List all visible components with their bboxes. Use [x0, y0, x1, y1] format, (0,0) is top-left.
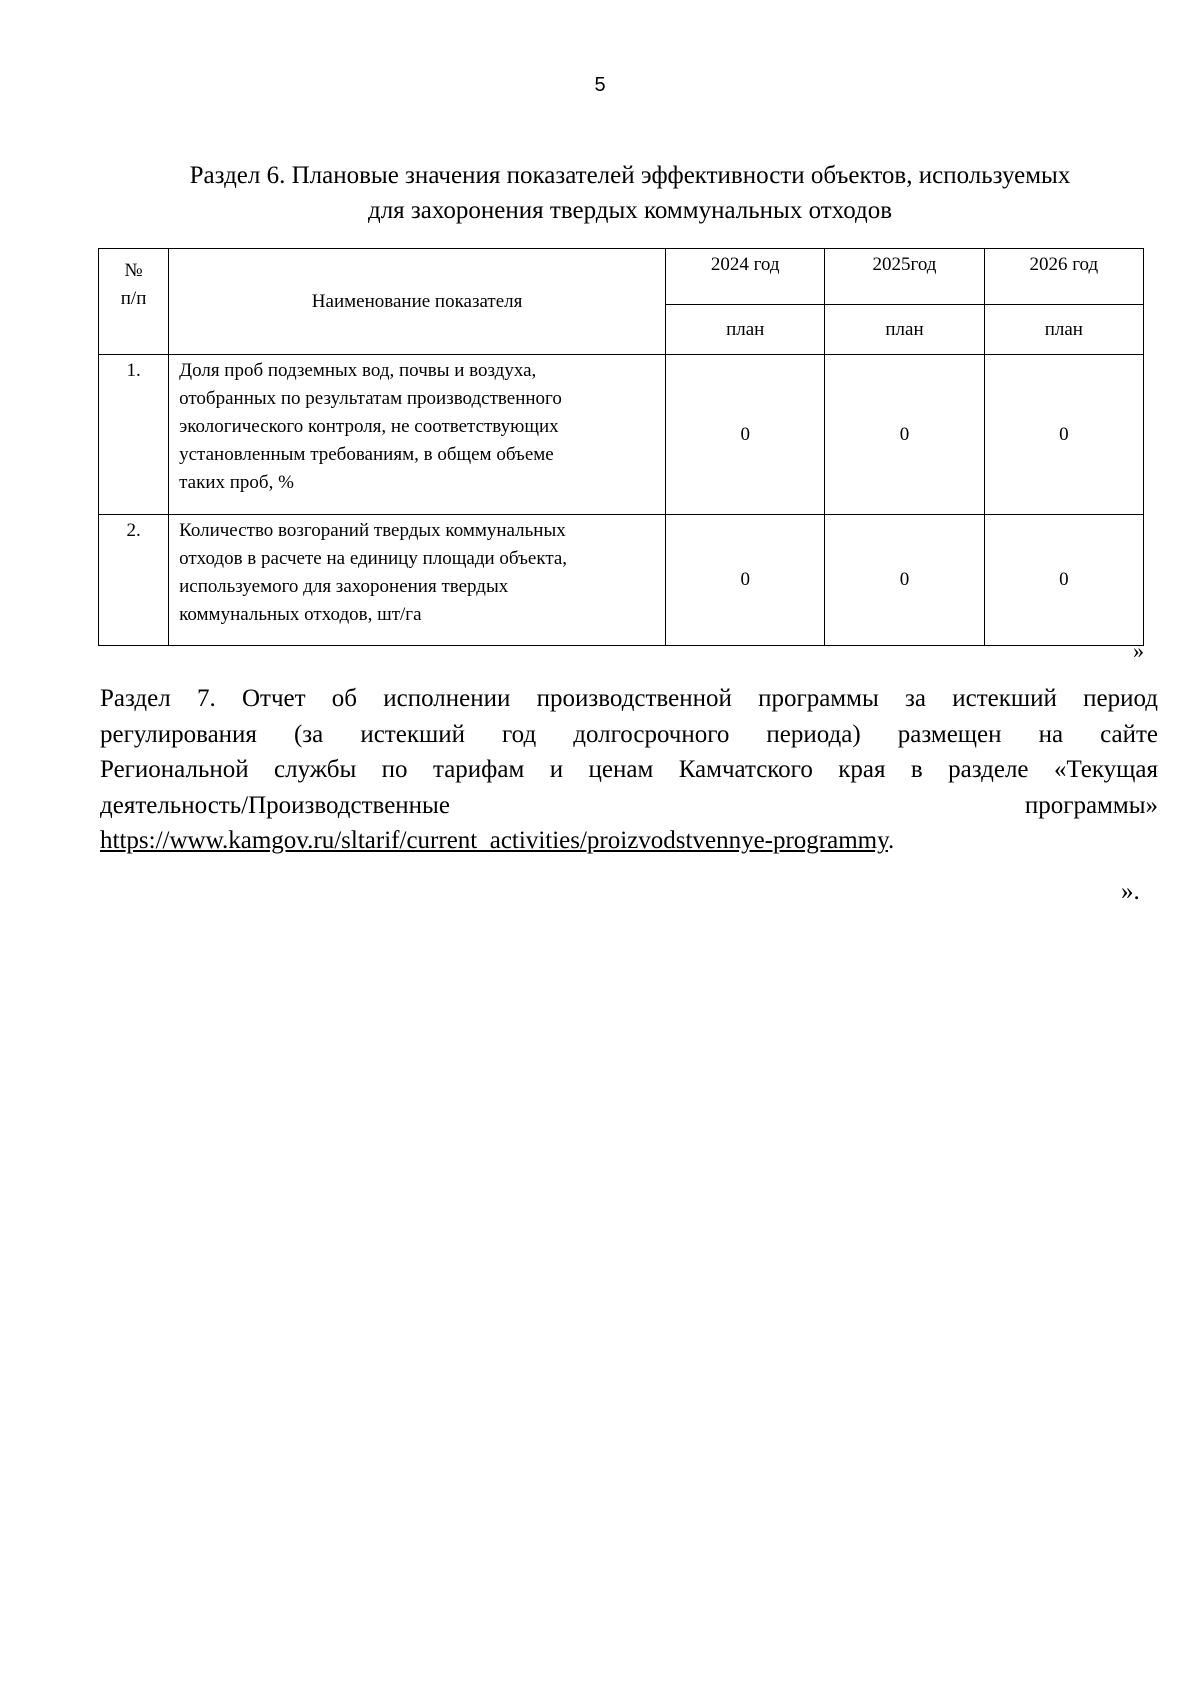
- row-value-2025: 0: [825, 355, 984, 515]
- subheader-plan-2024: план: [666, 305, 825, 355]
- section7-link-suffix: .: [888, 827, 895, 854]
- header-year-2025: 2025год: [825, 249, 984, 305]
- header-year-2026: 2026 год: [984, 249, 1143, 305]
- section7-line-5: [100, 823, 1158, 859]
- section6-title-line-1: Раздел 6. Плановые значения показателей эффективности объектов, используемых: [189, 162, 1071, 189]
- section7-line-2: регулирования (за истекший год долгосрочного периода) размещен на сайте: [100, 720, 1158, 748]
- row-value-2026: 0: [984, 355, 1143, 515]
- row-indicator-name-line: коммунальных отходов, шт/га: [179, 604, 422, 625]
- row-value-2025: 0: [825, 515, 984, 646]
- page-number: 5: [594, 74, 606, 96]
- document-closing-quote: ».: [1121, 878, 1140, 905]
- row-indicator-name-line: используемого для захоронения твердых: [179, 576, 509, 597]
- row-indicator-name-line: Доля проб подземных вод, почвы и воздуха,: [179, 360, 537, 381]
- table-header-row: [99, 249, 1144, 305]
- header-name-cell: Наименование показателя: [169, 249, 666, 355]
- section6-title: [100, 158, 1160, 228]
- row-indicator-name: [169, 515, 666, 646]
- header-number-cell: [99, 249, 169, 355]
- row-indicator-name-line: Количество возгораний твердых коммунальных: [179, 520, 566, 541]
- row-indicator-name: [169, 355, 666, 515]
- section7-line-4: деятельность/Производственные программы»: [100, 791, 1158, 819]
- row-indicator-name-line: таких проб, %: [179, 472, 294, 493]
- row-indicator-name-line: экологического контроля, не соответствующих: [179, 416, 559, 437]
- section7-link[interactable]: https://www.kamgov.ru/sltarif/current_activities/proizvodstvennye-programmy: [100, 827, 889, 854]
- row-number: 2.: [99, 515, 169, 646]
- header-number-symbol: №: [124, 260, 143, 281]
- indicators-table: [98, 248, 1144, 646]
- header-number-label: п/п: [120, 288, 147, 309]
- table-row: [99, 515, 1144, 646]
- row-indicator-name-line: отходов в расчете на единицу площади объекта,: [179, 548, 568, 569]
- row-number: 1.: [99, 355, 169, 515]
- section7-paragraph: [100, 681, 1158, 859]
- row-indicator-name-line: отобранных по результатам производственного: [179, 388, 562, 409]
- section6-title-line-2: для захоронения твердых коммунальных отходов: [367, 197, 893, 224]
- header-year-2024: 2024 год: [666, 249, 825, 305]
- subheader-plan-2026: план: [984, 305, 1143, 355]
- row-value-2026: 0: [984, 515, 1143, 646]
- row-value-2024: 0: [666, 355, 825, 515]
- section7-line-3: Региональной службы по тарифам и ценам Камчатского края в разделе «Текущая: [100, 756, 1158, 783]
- row-value-2024: 0: [666, 515, 825, 646]
- row-indicator-name-line: установленным требованиям, в общем объеме: [179, 444, 554, 465]
- subheader-plan-2025: план: [825, 305, 984, 355]
- section7-line-1: Раздел 7. Отчет об исполнении производственной программы за истекший период: [100, 685, 1158, 712]
- table-row: [99, 355, 1144, 515]
- table-closing-quote: »: [1133, 638, 1144, 663]
